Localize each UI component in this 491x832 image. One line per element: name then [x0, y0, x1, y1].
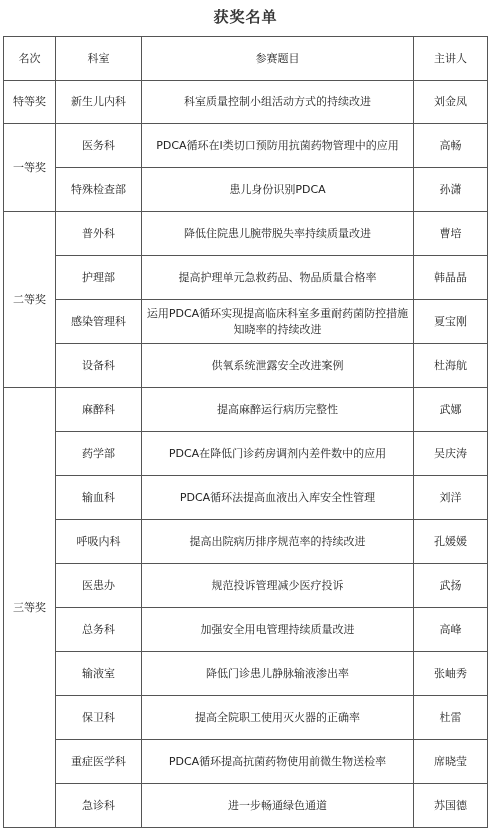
topic-cell: 加强安全用电管理持续质量改进 — [142, 608, 414, 652]
table-row — [4, 476, 488, 520]
topic-cell: 进一步畅通绿色通道 — [142, 784, 414, 828]
award-list-table — [3, 36, 488, 828]
rank-cell: 三等奖 — [4, 388, 56, 828]
header-topic: 参赛题目 — [142, 37, 414, 81]
department-cell: 急诊科 — [56, 784, 142, 828]
header-speaker: 主讲人 — [414, 37, 488, 81]
table-row — [4, 564, 488, 608]
header-department: 科室 — [56, 37, 142, 81]
topic-cell: 运用PDCA循环实现提高临床科室多重耐药菌防控措施知晓率的持续改进 — [142, 300, 414, 344]
topic-cell: PDCA循环法提高血液出入库安全性管理 — [142, 476, 414, 520]
department-cell: 感染管理科 — [56, 300, 142, 344]
table-row — [4, 608, 488, 652]
department-cell: 医患办 — [56, 564, 142, 608]
topic-cell: 降低住院患儿腕带脱失率持续质量改进 — [142, 212, 414, 256]
department-cell: 总务科 — [56, 608, 142, 652]
speaker-cell: 高峰 — [414, 608, 488, 652]
department-cell: 输液室 — [56, 652, 142, 696]
topic-cell: 提高护理单元急救药品、物品质量合格率 — [142, 256, 414, 300]
speaker-cell: 高畅 — [414, 124, 488, 168]
table-row — [4, 344, 488, 388]
table-row — [4, 300, 488, 344]
table-row — [4, 388, 488, 432]
speaker-cell: 孔媛媛 — [414, 520, 488, 564]
rank-cell: 特等奖 — [4, 81, 56, 124]
speaker-cell: 刘金凤 — [414, 81, 488, 124]
table-row — [4, 784, 488, 828]
speaker-cell: 杜雷 — [414, 696, 488, 740]
table-row — [4, 740, 488, 784]
topic-cell: 科室质量控制小组活动方式的持续改进 — [142, 81, 414, 124]
topic-cell: PDCA循环在Ⅰ类切口预防用抗菌药物管理中的应用 — [142, 124, 414, 168]
department-cell: 新生儿内科 — [56, 81, 142, 124]
table-row — [4, 212, 488, 256]
department-cell: 重症医学科 — [56, 740, 142, 784]
table-row — [4, 696, 488, 740]
department-cell: 医务科 — [56, 124, 142, 168]
topic-cell: 规范投诉管理减少医疗投诉 — [142, 564, 414, 608]
table-row — [4, 652, 488, 696]
topic-cell: 提高全院职工使用灭火器的正确率 — [142, 696, 414, 740]
speaker-cell: 孙潇 — [414, 168, 488, 212]
topic-cell: PDCA循环提高抗菌药物使用前微生物送检率 — [142, 740, 414, 784]
department-cell: 呼吸内科 — [56, 520, 142, 564]
department-cell: 麻醉科 — [56, 388, 142, 432]
table-row — [4, 81, 488, 124]
department-cell: 特殊检查部 — [56, 168, 142, 212]
speaker-cell: 武娜 — [414, 388, 488, 432]
department-cell: 输血科 — [56, 476, 142, 520]
topic-cell: PDCA在降低门诊药房调剂内差件数中的应用 — [142, 432, 414, 476]
department-cell: 保卫科 — [56, 696, 142, 740]
table-row — [4, 124, 488, 168]
rank-cell: 一等奖 — [4, 124, 56, 212]
speaker-cell: 武扬 — [414, 564, 488, 608]
table-row — [4, 168, 488, 212]
topic-cell: 提高麻醉运行病历完整性 — [142, 388, 414, 432]
speaker-cell: 吴庆涛 — [414, 432, 488, 476]
department-cell: 设备科 — [56, 344, 142, 388]
topic-cell: 降低门诊患儿静脉输液渗出率 — [142, 652, 414, 696]
department-cell: 普外科 — [56, 212, 142, 256]
speaker-cell: 席晓莹 — [414, 740, 488, 784]
header-rank: 名次 — [4, 37, 56, 81]
speaker-cell: 韩晶晶 — [414, 256, 488, 300]
table-row — [4, 432, 488, 476]
speaker-cell: 刘洋 — [414, 476, 488, 520]
table-row — [4, 256, 488, 300]
speaker-cell: 曹培 — [414, 212, 488, 256]
table-row — [4, 520, 488, 564]
topic-cell: 提高出院病历排序规范率的持续改进 — [142, 520, 414, 564]
topic-cell: 供氧系统泄露安全改进案例 — [142, 344, 414, 388]
speaker-cell: 夏宝刚 — [414, 300, 488, 344]
rank-cell: 二等奖 — [4, 212, 56, 388]
page-title: 获奖名单 — [213, 8, 278, 26]
speaker-cell: 张岫秀 — [414, 652, 488, 696]
department-cell: 护理部 — [56, 256, 142, 300]
speaker-cell: 苏国德 — [414, 784, 488, 828]
department-cell: 药学部 — [56, 432, 142, 476]
topic-cell: 患儿身份识别PDCA — [142, 168, 414, 212]
table-header-row — [4, 37, 488, 81]
speaker-cell: 杜海航 — [414, 344, 488, 388]
